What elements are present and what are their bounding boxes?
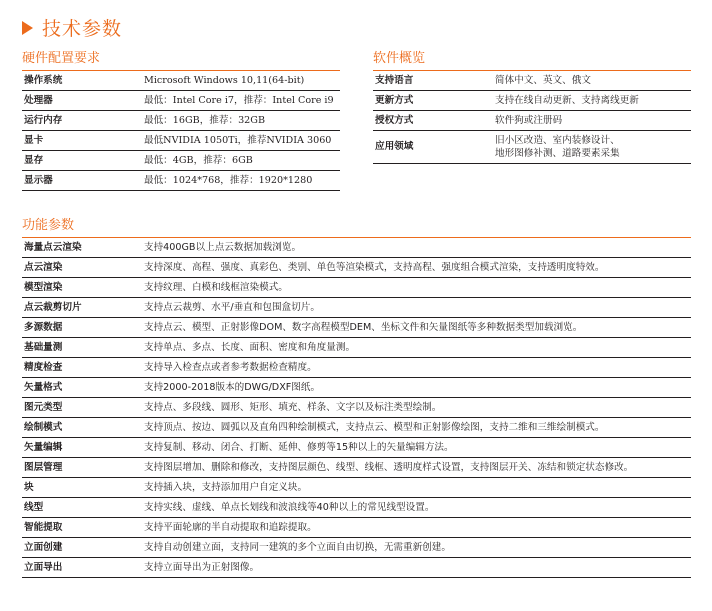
row-value: 软件狗或注册码 [493,111,691,131]
table-row [373,131,691,164]
table-row [22,518,691,538]
row-value-line: 旧小区改造、室内装修设计、 [495,135,620,146]
row-label: 块 [22,478,142,498]
row-label: 立面导出 [22,558,142,578]
row-value: 支持实线、虚线、单点长划线和波浪线等40种以上的常见线型设置。 [142,498,691,518]
table-row [22,171,340,191]
hardware-section-title: 硬件配置要求 [22,50,340,71]
row-label: 图层管理 [22,458,142,478]
row-label: 更新方式 [373,91,493,111]
software-table [373,71,691,164]
row-label: 显存 [22,151,142,171]
table-row [22,298,691,318]
row-value: 支持点、多段线、圆形、矩形、填充、样条、文字以及标注类型绘制。 [142,398,691,418]
row-value: 支持纹理、白模和线框渲染模式。 [142,278,691,298]
row-label: 应用领域 [373,131,493,164]
row-value: 最低NVIDIA 1050Ti，推荐NVIDIA 3060 [142,131,340,151]
table-row [22,418,691,438]
software-section-title: 软件概览 [373,50,691,71]
table-row [22,151,340,171]
table-row [373,111,691,131]
table-row [22,131,340,151]
table-row [22,498,691,518]
triangle-arrow-icon [22,21,33,35]
table-row [22,278,691,298]
row-label: 矢量格式 [22,378,142,398]
row-label: 点云渲染 [22,258,142,278]
row-value: 最低：16GB，推荐：32GB [142,111,340,131]
row-value-line: 地形图修补测、道路要素采集 [495,148,620,159]
table-row [22,398,691,418]
row-label: 多源数据 [22,318,142,338]
software-section [373,50,691,164]
hardware-table [22,71,340,191]
features-table [22,238,691,578]
row-value: 最低：1024*768，推荐：1920*1280 [142,171,340,191]
table-row [22,338,691,358]
page-header [22,14,122,41]
row-value: 支持平面轮廓的半自动提取和追踪提取。 [142,518,691,538]
row-label: 立面创建 [22,538,142,558]
row-value: 支持图层增加、删除和修改，支持图层颜色、线型、线框、透明度样式设置，支持图层开关、冻结和锁定状态修改。 [142,458,691,478]
row-label: 显示器 [22,171,142,191]
table-row [22,91,340,111]
row-label: 智能提取 [22,518,142,538]
table-row [22,438,691,458]
table-row [22,538,691,558]
hardware-section [22,50,340,191]
row-label: 运行内存 [22,111,142,131]
table-row [22,318,691,338]
row-value: 支持在线自动更新、支持离线更新 [493,91,691,111]
row-label: 授权方式 [373,111,493,131]
row-value: 支持顶点、按边、圆弧以及直角四种绘制模式，支持点云、模型和正射影像绘图，支持二维和三维绘制模式。 [142,418,691,438]
row-value: 支持导入检查点或者参考数据检查精度。 [142,358,691,378]
table-row [22,478,691,498]
row-value: 支持点云裁剪、水平/垂直和包围盒切片。 [142,298,691,318]
table-row [22,71,340,91]
table-row [22,358,691,378]
row-value [493,131,691,164]
row-label: 点云裁剪切片 [22,298,142,318]
row-value: 支持自动创建立面，支持同一建筑的多个立面自由切换，无需重新创建。 [142,538,691,558]
row-value: Microsoft Windows 10,11(64-bit) [142,71,340,91]
table-row [22,558,691,578]
row-label: 基础量测 [22,338,142,358]
row-value: 支持深度、高程、强度、真彩色、类别、单色等渲染模式，支持高程、强度组合模式渲染，支持透明度特效。 [142,258,691,278]
row-value: 支持立面导出为正射图像。 [142,558,691,578]
row-value: 支持插入块，支持添加用户自定义块。 [142,478,691,498]
table-row [22,111,340,131]
features-section-title: 功能参数 [22,217,691,238]
row-value: 支持2000-2018版本的DWG/DXF图纸。 [142,378,691,398]
row-value: 最低：Intel Core i7，推荐：Intel Core i9 [142,91,340,111]
row-label: 海量点云渲染 [22,238,142,258]
row-label: 操作系统 [22,71,142,91]
row-value: 支持点云、模型、正射影像DOM、数字高程模型DEM、坐标文件和矢量图纸等多种数据类型加载浏览。 [142,318,691,338]
row-label: 绘制模式 [22,418,142,438]
row-label: 模型渲染 [22,278,142,298]
row-value: 支持400GB以上点云数据加载浏览。 [142,238,691,258]
row-label: 精度检查 [22,358,142,378]
row-value: 支持复制、移动、闭合、打断、延伸、修剪等15种以上的矢量编辑方法。 [142,438,691,458]
row-value: 简体中文、英文、俄文 [493,71,691,91]
row-value: 支持单点、多点、长度、面积、密度和角度量测。 [142,338,691,358]
table-row [22,378,691,398]
row-label: 显卡 [22,131,142,151]
table-row [22,238,691,258]
table-row [22,458,691,478]
table-row [22,258,691,278]
row-label: 矢量编辑 [22,438,142,458]
table-row [373,91,691,111]
row-label: 处理器 [22,91,142,111]
row-label: 线型 [22,498,142,518]
table-row [373,71,691,91]
row-label: 支持语言 [373,71,493,91]
page-title: 技术参数 [42,18,123,40]
row-label: 图元类型 [22,398,142,418]
features-section [22,217,691,578]
row-value: 最低：4GB，推荐：6GB [142,151,340,171]
